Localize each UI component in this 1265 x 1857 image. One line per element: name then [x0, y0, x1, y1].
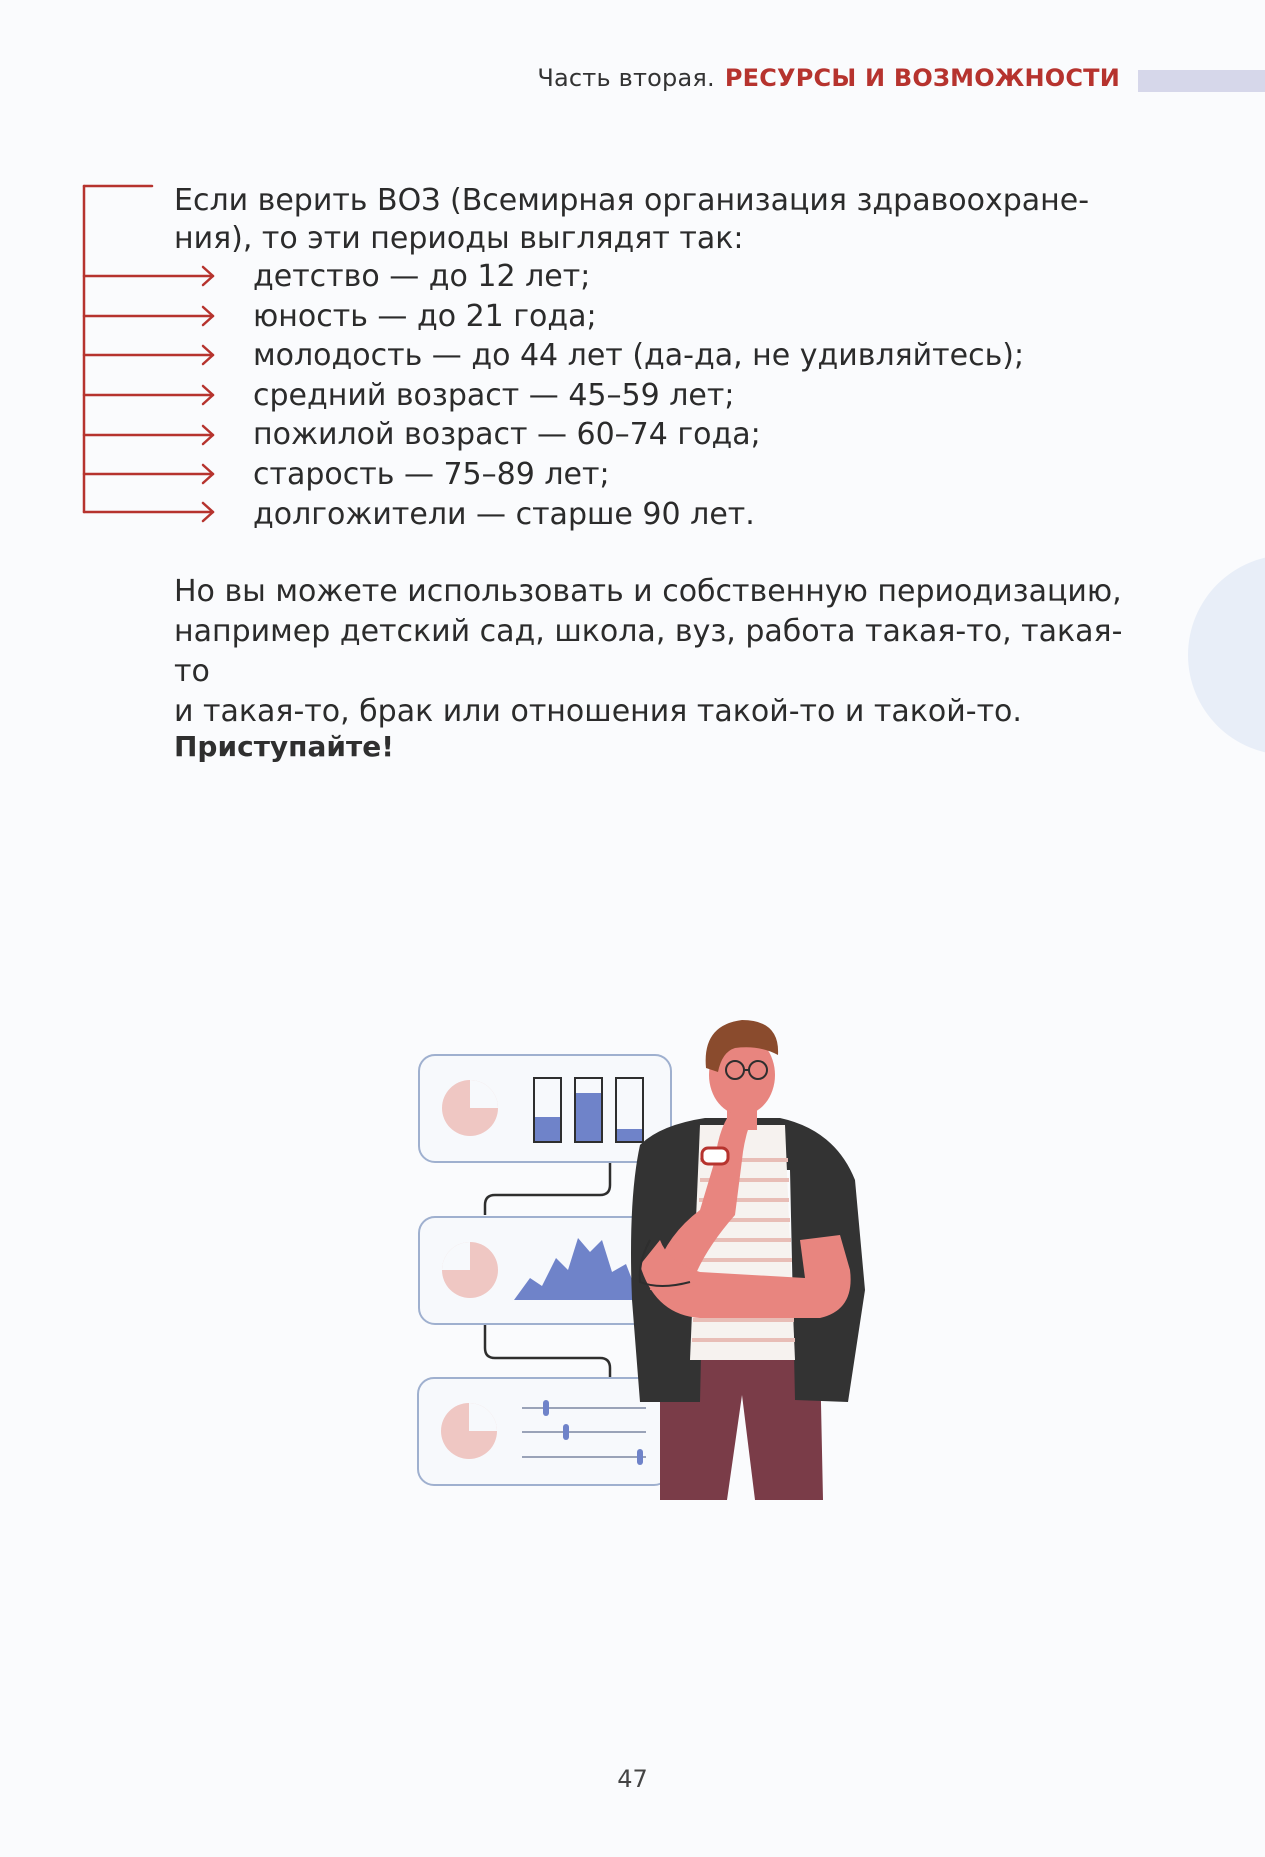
wristwatch-icon [702, 1148, 728, 1164]
paragraph-line: например детский сад, школа, вуз, работа такая-то, такая-то [174, 614, 1123, 689]
paragraph-line: и такая-то, брак или отношения такой-то и такой-то. [174, 694, 1022, 729]
intro-line: Если верить ВОЗ (Всемирная организация здравоохране- [174, 183, 1090, 218]
list-item: молодость — до 44 лет (да-да, не удивляйтесь); [253, 338, 1025, 374]
dashboard-panel-bars [419, 1055, 671, 1162]
header-section-title: РЕСУРСЫ И ВОЗМОЖНОСТИ [724, 64, 1120, 92]
list-item: детство — до 12 лет; [253, 259, 591, 294]
header-part-label: Часть вторая. [537, 64, 715, 92]
list-item: старость — 75–89 лет; [253, 456, 610, 492]
list-item: средний возраст — 45–59 лет; [253, 377, 735, 413]
call-to-action: Приступайте! [174, 730, 395, 763]
intro-line: ния), то эти периоды выглядят так: [174, 221, 744, 256]
dashboard-panel-sliders [418, 1378, 670, 1485]
list-item: долгожители — старше 90 лет. [253, 496, 755, 532]
paragraph-line: Но вы можете использовать и собственную периодизацию, [174, 574, 1122, 609]
list-item: юность — до 21 года; [253, 298, 597, 334]
page-number: 47 [617, 1765, 648, 1793]
list-item: пожилой возраст — 60–74 года; [253, 417, 761, 453]
